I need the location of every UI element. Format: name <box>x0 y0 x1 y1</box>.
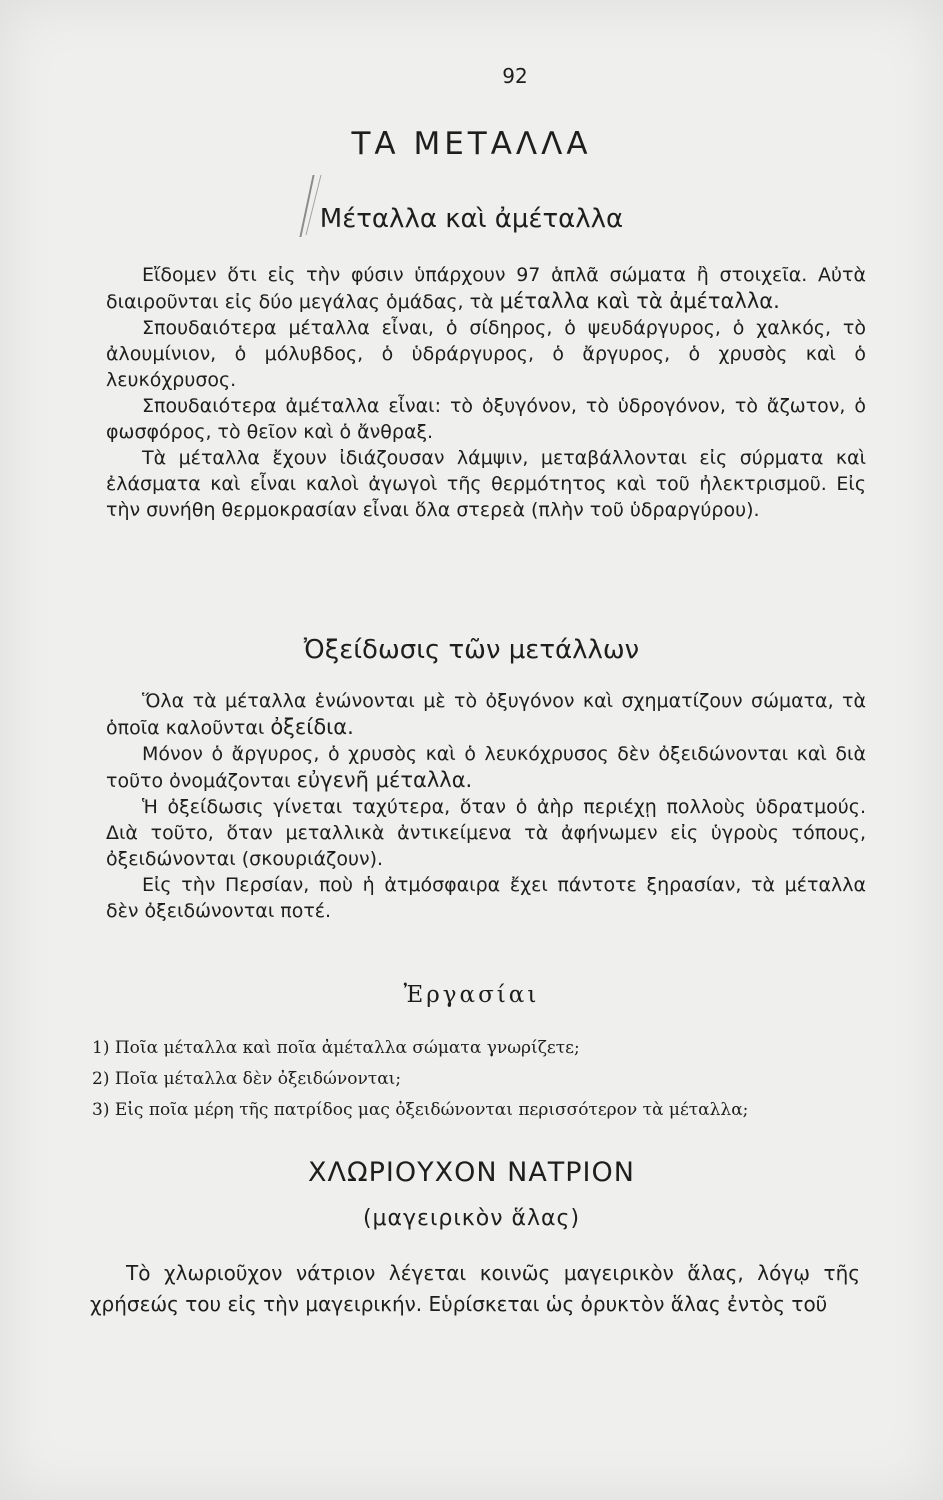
salt-subtitle: (μαγειρικὸν ἅλας) <box>362 1206 581 1231</box>
chapter-title: ΤΑ ΜΕΤΑΛΛΑ <box>351 126 592 162</box>
list-item: 1) Ποῖα μέταλλα καὶ ποῖα ἀμέταλλα σώματα γνωρίζετε; <box>92 1038 580 1058</box>
paragraph: Ἡ ὀξείδωσις γίνεται ταχύτερα, ὅταν ὁ ἀὴρ περιέχῃ πολλοὺς ὑδρατμούς. Διὰ τοῦτο, ὅταν μεταλλικὰ ἀντικείμενα τὰ ἀφήνωμεν εἰς ὑγροὺς τόπους, ὀξειδώνονται (σκουριάζουν). <box>106 796 866 870</box>
salt-title: ΧΛΩΡΙΟΥΧΟΝ ΝΑΤΡΙΟΝ <box>308 1157 635 1188</box>
paragraph-text: Εἴδομεν ὅτι εἰς τὴν φύσιν ὑπάρχουν 97 ἁπλᾶ σώματα ἢ στοιχεῖα. Αὐτὰ διαιροῦνται εἰς δύο μεγάλας ὁμάδας, τὰ <box>106 264 866 313</box>
section-heading-exercises: Ἐργασίαι <box>403 982 540 1008</box>
paragraph: Σπουδαιότερα μέταλλα εἶναι, ὁ σίδηρος, ὁ ψευδάργυρος, ὁ χαλκός, τὸ ἀλουμίνιον, ὁ μόλυβδος, ὁ ὑδράργυρος, ὁ ἄργυρος, ὁ χρυσὸς καὶ ὁ λευκόχρυσος. <box>106 317 866 391</box>
section-body-salt <box>90 1258 860 1320</box>
emphasis-text: ὀξείδια. <box>270 715 354 739</box>
paragraph: Σπουδαιότερα ἀμέταλλα εἶναι: τὸ ὀξυγόνον, τὸ ὑδρογόνον, τὸ ἄζωτον, ὁ φωσφόρος, τὸ θεῖον καὶ ὁ ἄνθραξ. <box>106 395 866 443</box>
list-item: 2) Ποῖα μέταλλα δὲν ὀξειδώνονται; <box>92 1069 402 1089</box>
list-item: 3) Εἰς ποῖα μέρη τῆς πατρίδος μας ὀξειδώνονται περισσότερον τὰ μέταλλα; <box>92 1100 749 1120</box>
paragraph-text: Ὅλα τὰ μέταλλα ἑνώνονται μὲ τὸ ὀξυγόνον καὶ σχηματίζουν σώματα, τὰ ὁποῖα καλοῦνται <box>106 690 866 739</box>
paragraph <box>106 741 866 794</box>
paragraph: Εἰς τὴν Περσίαν, ποὺ ἡ ἀτμόσφαιρα ἔχει πάντοτε ξηρασίαν, τὰ μέταλλα δὲν ὀξειδώνονται ποτέ. <box>106 874 866 922</box>
section-heading-metals: Μέταλλα καὶ ἀμέταλλα <box>319 204 624 234</box>
section-heading-oxidation: Ὀξείδωσις τῶν μετάλλων <box>303 635 640 665</box>
section-body-metals <box>106 262 866 523</box>
page-number: 92 <box>502 64 528 88</box>
paragraph: Τὸ χλωριοῦχον νάτριον λέγεται κοινῶς μαγειρικὸν ἅλας, λόγῳ τῆς χρήσεώς του εἰς τὴν μαγειρικήν. Εὑρίσκεται ὡς ὀρυκτὸν ἅλας ἐντὸς τοῦ <box>90 1261 860 1316</box>
paragraph <box>106 688 866 741</box>
exercise-list <box>92 1033 872 1126</box>
paragraph <box>106 262 866 315</box>
section-body-oxidation <box>106 688 866 924</box>
emphasis-text: εὐγενῆ μέταλλα. <box>296 768 473 792</box>
paragraph: Τὰ μέταλλα ἔχουν ἰδιάζουσαν λάμψιν, μεταβάλλονται εἰς σύρματα καὶ ἐλάσματα καὶ εἶναι καλοὶ ἀγωγοὶ τῆς θερμότητος καὶ τοῦ ἠλεκτρισμοῦ. Εἰς τὴν συνήθη θερμοκρασίαν εἶναι ὅλα στερεὰ (πλὴν τοῦ ὑδραργύρου). <box>106 447 866 521</box>
emphasis-text: μέταλλα καὶ τὰ ἀμέταλλα. <box>499 289 780 313</box>
paragraph-text: Μόνον ὁ ἄργυρος, ὁ χρυσὸς καὶ ὁ λευκόχρυσος δὲν ὀξειδώνονται καὶ διὰ τοῦτο ὀνομάζονται <box>106 743 866 792</box>
